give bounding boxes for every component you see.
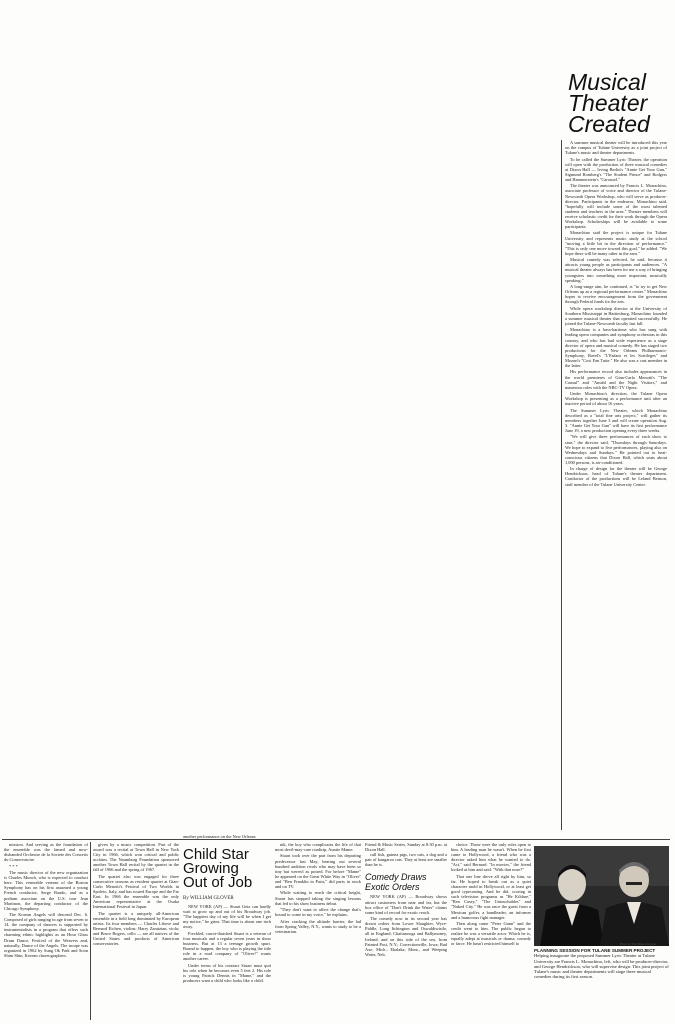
paragraph: Under terms of his contract Stuart must quit his role when he becomes even 5 feet 2. His role is young Patrick Dennis in "Mame," and the producers want a child who looks like a child. xyxy=(183,962,271,983)
headline-musical-theater xyxy=(568,69,668,137)
section-rule xyxy=(2,839,670,840)
headline-line: Created xyxy=(568,111,650,137)
paragraph: nik, the boy who complicates the life of that most devil-may-care roadtrip, Auntie Mame. xyxy=(275,842,361,853)
paragraph: NEW YORK (AP) — Broadway shows attract customers from near and far, but the box office of "Don't Drink the Water" claims some kind of record for exotic reach. xyxy=(365,894,447,915)
paragraph: In charge of design for the theater will be George Hendrickson, head of Tulane's theater department. Conductor of the productions will be Leland Benson, staff member of the Tulane University Center. xyxy=(565,466,667,487)
headline-child-star xyxy=(183,848,273,890)
paragraph: "They don't want to affect the change that's bound to come in my voice," he explains. xyxy=(275,907,361,918)
paragraph: * * * xyxy=(9,863,18,869)
article-top-fragment xyxy=(183,834,271,840)
paragraph: Monachino said the project is unique for Tulane University and represents music study at the school "moving a little bit in the direction of performance." "This is only one move toward this goal," he added. "We hope there will be many other in the area." xyxy=(565,230,667,256)
paragraph: Musical comedy was selected, he said, because it attracts young people as participants and audiences. "A musical theater always has been for me a way of bringing youngsters into something more important, musically speaking." xyxy=(565,257,667,283)
paragraph: While opera workshop director at the University of Southern Mississippi in Hattiesburg, Monachino founded a summer musical theater that operated successfully. He joined the Tulane-Newcomb faculty last fall. xyxy=(565,305,667,326)
byline: By WILLIAM GLOVER xyxy=(183,896,234,901)
child-star-paragraphs xyxy=(183,904,271,983)
headline-line: Theater xyxy=(568,90,648,116)
article-col-6 xyxy=(451,842,531,1020)
paragraph: A summer musical theater will be introduced this year on the campus of Tulane University as a joint project of Tulane's music and theater departments. xyxy=(565,140,667,156)
caption-heading: PLANNING SESSION FOR TULANE SUMMER PROJECT xyxy=(534,948,656,953)
paragraph: Freckled, carrot-thatched Stuart is a veteran of four musicals and a regular seven years in show business. But at 13 a teenage growth spurt. Bound to happen, the boy who is playing the title role in a road company of "Oliver!" wants another career. xyxy=(183,930,271,962)
paragraph: The quartet is a uniquely all-American ensemble in a field long dominated by European artists. Its four members — Charles Libove and Bernard Eichen, violins; Harry Zaratzian, viola; and Bruce Rogers, cello — are all natives of the United States and products of American conservatories. xyxy=(93,910,179,947)
headline-line: Musical xyxy=(568,69,646,95)
paragraph: A long-range aim, he continued, is "to try to get New Orleans up as a regional performance center." Monachino hopes to receive encouragement from the government through Federal funds for the arts. xyxy=(565,284,667,305)
paragraph: While waiting to reach the critical height, Stuart has stopped taking the singing lessons that led to his show business debut. xyxy=(275,890,361,906)
paragraph: given by a music competition. Part of the award was a recital at Town Hall in New York City in 1966, which won critical and public acclaim. The Naumburg Foundation sponsored another Town Hall recital by the quartet in the fall of 1966 and the spring of 1967. xyxy=(93,842,179,873)
photo-credit: Photo by The Times-Picayune xyxy=(620,942,657,946)
article-col-4 xyxy=(275,842,361,1020)
paragraph: The Korean Angels will descend Dec. 6. Composed of girls ranging in age from seven to 14, the company of dancers is supported by instrumentalists in a program that offers such charming ethnic highlights as an Hour Glass Drum Dance, Festival of the Weavers and, naturally, Dance of the Angels. The troupe was organized in 1962 by Sung Ok Park and Soon Shim Shin, Korean choreographers. xyxy=(4,912,88,958)
paragraph: NEW YORK (AP) — Stuart Getz can hardly wait to grow up and out of his Broadway job. "The happiest day of my life will be when I get my notice," he grins. That time is about one inch away. xyxy=(183,904,271,930)
fragment-text: Friend & Music Series, Sunday at 8:30 p.m. at Dixon Hall. xyxy=(365,842,447,853)
paragraph: The Summer Lyric Theater, which Monachino described as a "total fine arts project," will gather its members together June 3 and will create operation Aug. 3. "Annie Get Your Gun" will have its first performance June 19, a new production opening every three weeks. xyxy=(565,407,667,434)
headline-line: Comedy Draws xyxy=(365,872,427,883)
headline-line: Growing xyxy=(183,860,239,877)
paragraph: call fish, guinea pigs, two cats, a dog and a pair of kangaroo rats. They at least are smaller than he is. xyxy=(365,852,447,868)
column-rule xyxy=(561,140,562,830)
paragraph: Stuart took over the part from his departing predecessor last May, beating out several hundred audition rivals who may have been so tiny but weren't as poised. For before "Mame" he appeared on the Great White Way in "Oliver" and "Ben Franklin in Paris," did parts in stock and on TV. xyxy=(275,853,361,890)
headline-line: Child Star xyxy=(183,846,249,863)
comedy-paragraphs xyxy=(365,894,447,956)
headline-comedy-draws xyxy=(365,873,447,892)
paragraph: Then along came "Peter Gunn" and the credit went to him. The public began to realize he was a versatile actor. Which he is, equally adept at musicals or drama, comedy or farce. He hasn't restricted himself to xyxy=(451,921,531,947)
paragraph: To be called the Summer Lyric Theater, the operation will open with the production of three musical comedies at Dixon Hall — Irving Berlin's "Annie Get Your Gun," Sigmund Romberg's "The Student Prince" and Rodgers and Hammerstein's "Carousel." xyxy=(565,156,667,182)
caption-body: Helping inaugurate the proposed Summer Lyric Theater at Tulane University are Francis L. Monachino, left, who will be producer-director, and George Hendrickson, who will supervise design. This joint project of Tulane's music and theater departments will stage three musical comedies during its first season. xyxy=(534,953,669,980)
paragraph: The theater was announced by Francis L. Monachino, associate professor of voice and director of the Tulane-Newcomb Opera Workshop, who will serve as producer-director. Participants in the endeavor, Monachino said, "hopefully will include some of the most talented students and teachers in the area." Theater members will receive scholastic credit for their work through the Opera Workshop. Scholarships will be available to some participants. xyxy=(565,183,667,230)
paragraph: mission. And serving as the foundation of the ensemble was the famed and now-disbanded Orchestre de la Societe des Concerts du Conservatoire. xyxy=(4,842,88,863)
paragraph: choice. Those were the only roles open to him. A leading man he wasn't. When he first came to Hollywood, a friend who was a director asked him what he wanted to do. "Act," said Bernard. "In movies," the friend looked at him and said: "With that nose?" xyxy=(451,842,531,873)
article-col-5 xyxy=(365,842,447,1020)
article-col-2 xyxy=(93,842,179,1020)
paragraph: That one line drove all right by him, so far. He hoped to break out as a quiet character mold in Hollywood, or at least get good typecasting. And he did, scoring in such television programs as "He Kildare," "Ben Casey," "The Untouchables" and "Naked City." He was once the guest from a Mexican golfer, a bandleader, an informer and a humorous fight manager. xyxy=(451,873,531,920)
paragraph: Monachino is a bass-baritone who has sung with leading opera companies and symphony orchestras in this country, and who has had wide experience as a stage director of opera and musical comedy. He has staged two productions for the New Orleans Philharmonic-Symphony, Ravel's "L'Enfant et les Sortileges" and Mozart's "Cosi Fan Tutte." He also was a cast member in the latter. xyxy=(565,327,667,369)
headline-line: Exotic Orders xyxy=(365,881,420,892)
paragraph: The quartet also was engaged for three consecutive seasons as resident quartet at Gian-Carlo Menotti's Festival of Two Worlds in Spoleto, Italy, and has toured Europe and the Far East. In 1966 the ensemble was the only American representative at the Osaka International Festival in Japan. xyxy=(93,873,179,910)
fragment-text: another performance on the New Orleans xyxy=(183,834,256,839)
news-photo xyxy=(534,846,669,946)
paragraph: The music director of the new organization is Charles Munch, who is expected to conduct here. This venerable veteran of the Boston Symphony has on his first assumed a young French conductor, Serge Baudo, and as a podium associate on the U.S. tour Jean Martinon, the departing conductor of the Chicago Symphony. xyxy=(4,870,88,911)
musical-theater-body xyxy=(565,140,667,830)
paragraph: His performance record also includes appearances in the world premieres of Gian-Carlo Menotti's "The Consul" and "Amahl and the Night Visitors," and numerous roles with the NBC-TV Opera. xyxy=(565,369,667,390)
child-star-body xyxy=(183,894,271,1022)
photo-image xyxy=(534,846,669,946)
photo-caption xyxy=(534,948,669,980)
paragraph: Under Monachino's direction, the Tulane Opera Workshop is presenting as a performance unit after an inactive period of about 16 years. xyxy=(565,391,667,407)
article-col-1 xyxy=(4,842,88,1020)
paragraph: The comedy now in its second year has drawn orders from Lower Slaughter, Wyre-Piddle, Long Itchington and Oswaldtwistle, all in England; Chattanooga and Ballymoney, Ireland; and on this side of the sea, from Painted Post, N.Y.; Correctionville, Iowa; Bad Axe, Mich.; Ekalaka, Mont., and Weeping Water, Neb. xyxy=(365,916,447,957)
headline-line: Out of Job xyxy=(183,874,253,891)
paragraph: After cracking the altitude barrier, the lad from Spring Valley, N.Y., wants to study to be a veterinarian. xyxy=(275,918,361,934)
paragraph: "We will give three performances of each show to start," the director said, "Thursdays through Saturdays. We hope to expand to five performances, playing also on Wednesdays and Sundays." He pointed out to heat-conscious citizens that Dixon Hall, which seats about 1,000 persons, is air-conditioned. xyxy=(565,434,667,465)
col5-paragraphs xyxy=(365,852,447,867)
